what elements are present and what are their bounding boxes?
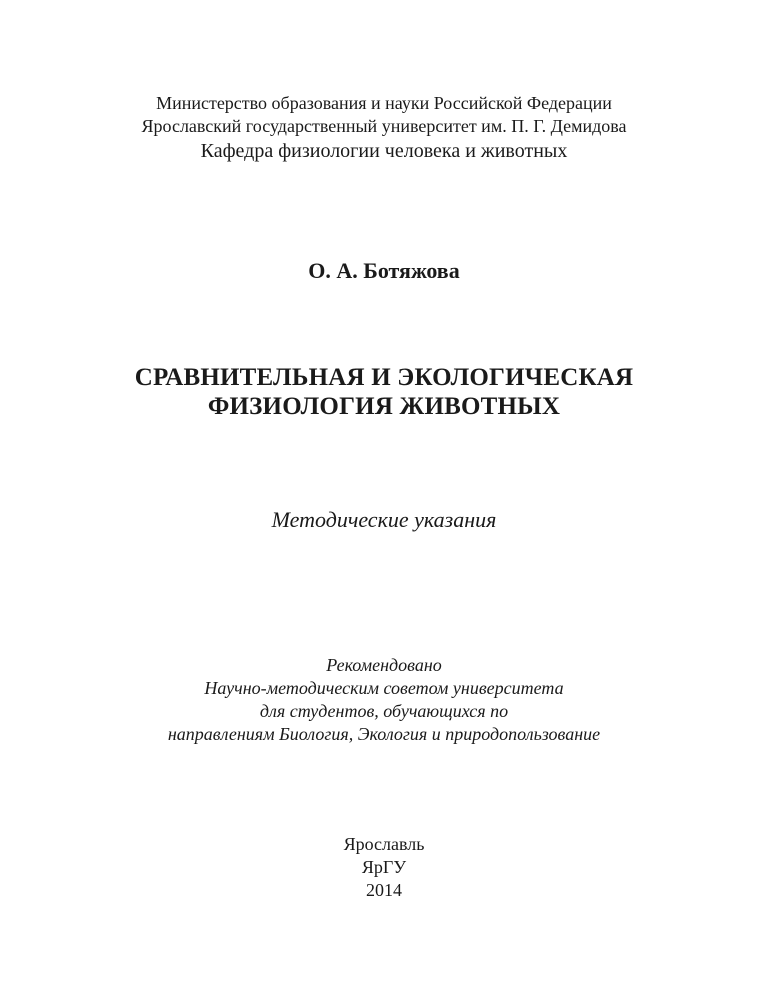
university-line: Ярославский государственный университет им. П. Г. Демидова <box>141 116 627 136</box>
imprint-city: Ярославль <box>343 834 425 854</box>
book-subtitle: Методические указания <box>271 507 497 532</box>
recommendation-line-4: направлениям Биология, Экология и природопользование <box>167 724 601 744</box>
imprint-year: 2014 <box>366 880 402 900</box>
recommendation-line-2: Научно-методическим советом университета <box>204 678 564 698</box>
recommendation-line-1: Рекомендовано <box>326 655 442 675</box>
recommendation-line-3: для студентов, обучающихся по <box>259 701 509 721</box>
imprint-publisher: ЯрГУ <box>361 857 407 877</box>
book-title-line-2: ФИЗИОЛОГИЯ ЖИВОТНЫХ <box>207 393 561 420</box>
ministry-line: Министерство образования и науки Российской Федерации <box>156 93 612 113</box>
department-line: Кафедра физиологии человека и животных <box>200 140 568 162</box>
book-title-line-1: СРАВНИТЕЛЬНАЯ И ЭКОЛОГИЧЕСКАЯ <box>134 364 634 391</box>
author-name: О. А. Ботяжова <box>308 258 460 283</box>
